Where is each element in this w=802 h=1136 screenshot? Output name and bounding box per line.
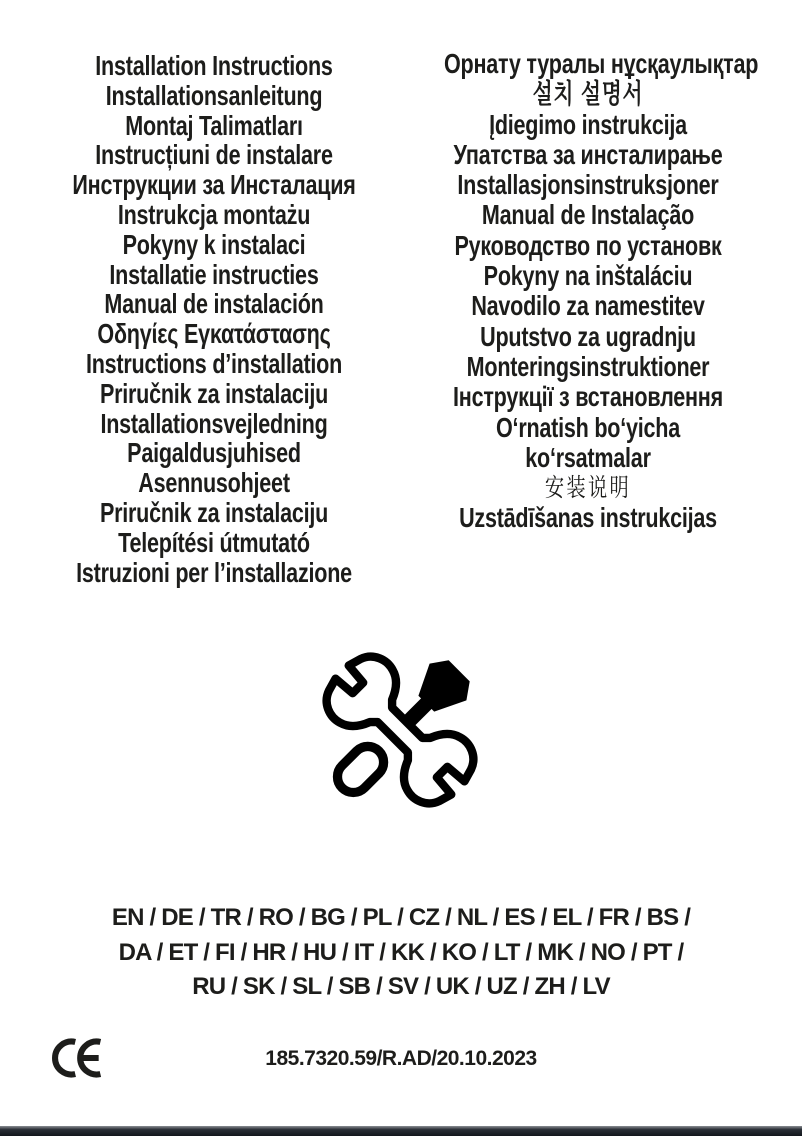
title-line: Руководство по установк	[454, 229, 722, 261]
language-codes-line: EN / DE / TR / RO / BG / PL / CZ / NL / ES / EL / FR / BS /	[111, 904, 691, 931]
title-line: Manual de Instalação	[481, 199, 695, 231]
title-line: ko‘rsatmalar	[525, 441, 651, 473]
title-line: Instructions d’installation	[85, 347, 343, 379]
language-codes-line: RU / SK / SL / SB / SV / UK / UZ / ZH / LV	[192, 973, 610, 1000]
title-line: Οδηγίες Εγκατάστασης	[97, 318, 331, 350]
title-line: Instrukcja montażu	[117, 198, 311, 230]
bottom-edge-bar	[0, 1126, 802, 1136]
title-line: 安装说明	[544, 474, 632, 503]
title-line: Paigaldusjuhised	[127, 437, 301, 469]
title-line: Navodilo za namestitev	[471, 290, 705, 322]
language-codes-line: DA / ET / FI / HR / HU / IT / KK / KO / LT / MK / NO / PT /	[118, 938, 684, 966]
title-line: Орнату туралы нұсқаулықтар	[444, 48, 759, 79]
title-line: Інструкції з встановлення	[453, 381, 723, 413]
title-line: Įdiegimo instrukcija	[489, 108, 687, 140]
title-line: Telepítési útmutató	[118, 526, 310, 558]
title-line: Упатства за инсталирање	[453, 138, 723, 170]
document-number: 185.7320.59/R.AD/20.10.2023	[265, 1047, 537, 1070]
title-line: Istruzioni per l’installazione	[76, 556, 352, 588]
title-line: Installatie instructies	[109, 258, 319, 290]
title-line: Priručnik za instalaciju	[99, 377, 329, 409]
title-column-right	[444, 48, 759, 534]
wrench-screwdriver-icon	[307, 637, 493, 823]
title-line: Pokyny na inštaláciu	[483, 260, 693, 292]
title-line: Monteringsinstruktioner	[466, 350, 710, 382]
title-line: Montaj Talimatları	[125, 109, 303, 141]
title-line: Priručnik za instalaciju	[99, 496, 329, 528]
title-line: 설치 설명서	[532, 79, 644, 110]
title-line: Asennusohjeet	[138, 467, 290, 499]
title-line: Installationsanleitung	[105, 79, 323, 111]
title-line: Installation Instructions	[95, 50, 333, 81]
title-line: Инструкции за Инсталация	[72, 169, 356, 201]
language-codes	[0, 901, 802, 1005]
title-line: Installasjonsinstruksjoner	[457, 169, 719, 201]
title-line: Instrucțiuni de instalare	[95, 139, 333, 171]
title-line: Manual de instalación	[104, 288, 324, 320]
title-column-left	[71, 51, 357, 587]
title-line: Pokyny k instalaci	[122, 228, 306, 260]
title-line: Uputstvo za ugradnju	[480, 320, 696, 352]
title-line: Installationsvejledning	[100, 407, 328, 439]
title-line: Uzstādīšanas instrukcijas	[459, 502, 717, 534]
title-line: O‘rnatish bo‘yicha	[496, 411, 680, 443]
